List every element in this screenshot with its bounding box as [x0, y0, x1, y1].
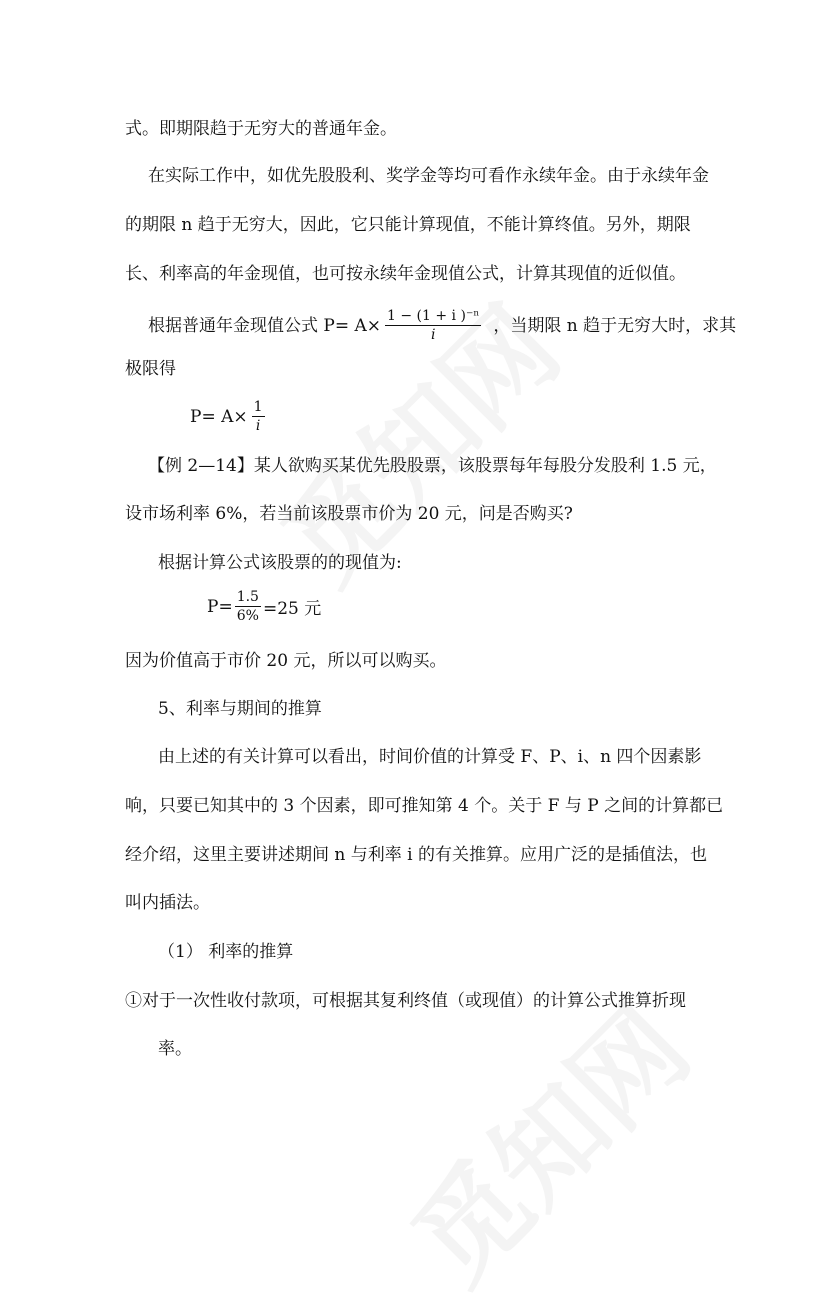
paragraph-line: 长、利率高的年金现值，也可按永续年金现值公式，计算其现值的近似值。	[125, 264, 686, 284]
fraction-denominator: i	[430, 327, 436, 343]
subsection-heading: （1） 利率的推算	[158, 942, 294, 962]
fraction-numerator: 1 − (1 + i )⁻ⁿ	[387, 308, 480, 324]
example-heading: 【例 2—14】某人欲购买某优先股股票，该股票每年每股分发股利 1.5 元，	[148, 456, 717, 476]
paragraph-line: 率。	[158, 1039, 192, 1059]
present-value-formula	[207, 588, 321, 625]
paragraph-line: 极限得	[125, 359, 176, 379]
paragraph-line: ①对于一次性收付款项，可根据其复利终值（或现值）的计算公式推算折现	[125, 991, 686, 1011]
fraction-denominator: 6%	[236, 608, 259, 624]
paragraph-line: 的期限 n 趋于无穷大，因此，它只能计算现值，不能计算终值。另外，期限	[125, 215, 691, 235]
paragraph-line: 由上述的有关计算可以看出，时间价值的计算受 F、P、i、n 四个因素影	[158, 747, 702, 767]
fraction-numerator: 1.5	[236, 589, 259, 605]
fraction-denominator: i	[255, 418, 261, 434]
paragraph-line: 根据计算公式该股票的的现值为:	[158, 553, 402, 573]
watermark-bottom	[372, 966, 717, 1311]
paragraph-line: 设市场利率 6%，若当前该股票市价为 20 元，问是否购买?	[125, 504, 573, 524]
formula-outro: ，当期限 n 趋于无穷大时，求其	[493, 315, 737, 336]
annuity-fraction	[385, 307, 481, 344]
paragraph-line: 式。即期限趋于无穷大的普通年金。	[125, 119, 397, 139]
perpetuity-formula	[190, 398, 269, 435]
section-heading: 5、利率与期间的推算	[158, 699, 322, 719]
paragraph-line: 经介绍，这里主要讲述期间 n 与利率 i 的有关推算。应用广泛的是插值法，也	[125, 845, 707, 865]
formula-line	[148, 305, 736, 346]
paragraph-line: 因为价值高于市价 20 元，所以可以购买。	[125, 651, 447, 671]
formula-lhs: P=	[207, 596, 233, 617]
paragraph-line: 叫内插法。	[125, 893, 210, 913]
formula-rhs: =25 元	[262, 599, 322, 619]
formula-lhs: P= A×	[190, 406, 248, 427]
present-value-fraction	[235, 588, 261, 625]
fraction-numerator: 1	[253, 399, 263, 415]
paragraph-line: 在实际工作中，如优先股股利、奖学金等均可看作永续年金。由于永续年金	[148, 166, 709, 186]
paragraph-line: 响，只要已知其中的 3 个因素，即可推知第 4 个。关于 F 与 P 之间的计算都已	[125, 796, 724, 816]
perpetuity-fraction	[252, 398, 265, 435]
formula-intro: 根据普通年金现值公式 P= A×	[148, 315, 382, 336]
